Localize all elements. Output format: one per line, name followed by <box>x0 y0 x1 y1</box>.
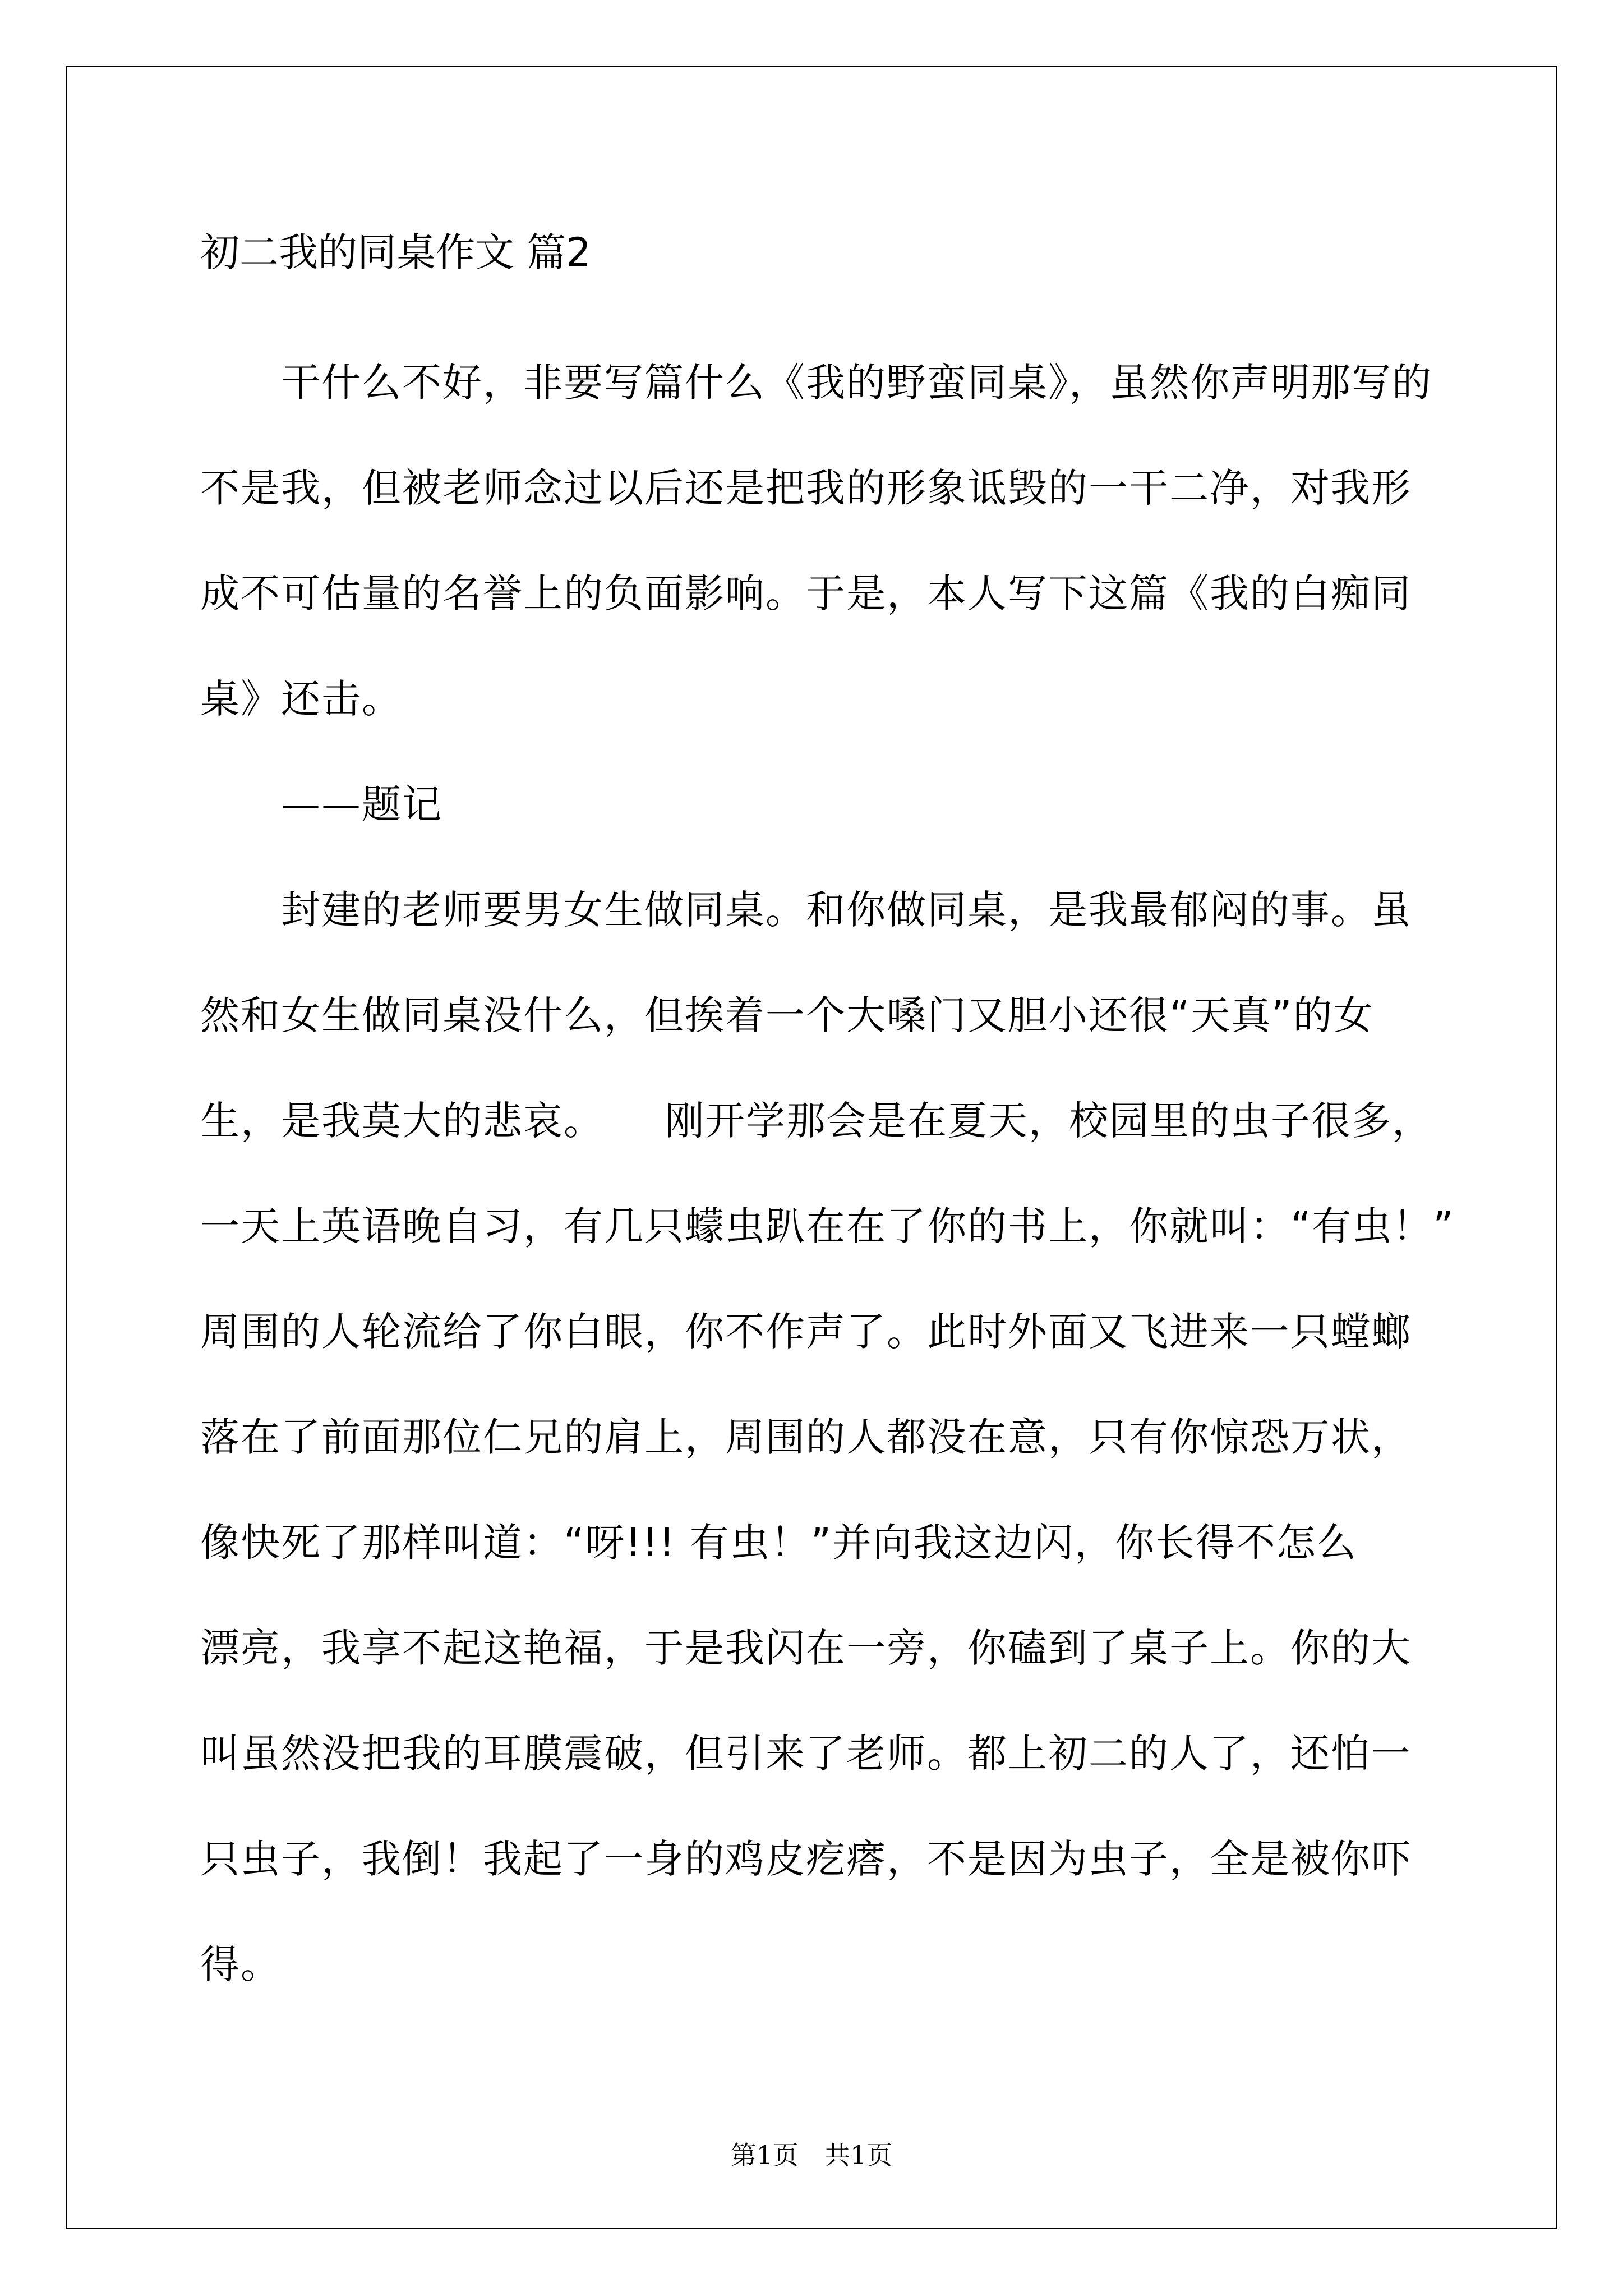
text-line: 得。 <box>200 1941 281 1987</box>
text-line: 漂亮，我享不起这艳福，于是我闪在一旁，你磕到了桌子上。你的大 <box>200 1625 1412 1671</box>
text-line: 生，是我莫大的悲哀。 刚开学那会是在夏天，校园里的虫子很多， <box>200 1098 1432 1144</box>
text-line: 像快死了那样叫道：“呀!!! 有虫！”并向我这边闪，你长得不怎么 <box>200 1520 1357 1566</box>
text-line: 一天上英语晚自习，有几只蠓虫趴在在了你的书上，你就叫：“有虫！” <box>200 1203 1455 1249</box>
text-line: 落在了前面那位仁兄的肩上，周围的人都没在意，只有你惊恐万状， <box>200 1414 1412 1460</box>
paragraph-epigraph <box>200 752 1513 857</box>
text-line: 叫虽然没把我的耳膜震破，但引来了老师。都上初二的人了，还怕一 <box>200 1731 1412 1777</box>
page-footer: 第1页 共1页 <box>730 2140 893 2170</box>
text-line: 不是我，但被老师念过以后还是把我的形象诋毁的一干二净，对我形 <box>200 465 1412 511</box>
text-line: 干什么不好，非要写篇什么《我的野蛮同桌》，虽然你声明那写的 <box>200 360 1432 406</box>
document-title: 初二我的同桌作文 篇2 <box>200 229 591 275</box>
paragraph-story <box>200 857 1513 2017</box>
document-body <box>200 224 1513 2017</box>
text-line: 桌》还击。 <box>200 676 402 722</box>
paragraph-intro <box>200 330 1513 752</box>
text-line: 周围的人轮流给了你白眼，你不作声了。此时外面又飞进来一只螳螂 <box>200 1309 1412 1355</box>
text-line: 只虫子，我倒！我起了一身的鸡皮疙瘩，不是因为虫子，全是被你吓 <box>200 1836 1412 1882</box>
text-line: 然和女生做同桌没什么，但挨着一个大嗓门又胆小还很“天真”的女 <box>200 992 1374 1038</box>
text-line: ——题记 <box>200 781 442 827</box>
text-line: 成不可估量的名誉上的负面影响。于是，本人写下这篇《我的白痴同 <box>200 570 1412 616</box>
text-line: 封建的老师要男女生做同桌。和你做同桌，是我最郁闷的事。虽 <box>200 887 1412 933</box>
